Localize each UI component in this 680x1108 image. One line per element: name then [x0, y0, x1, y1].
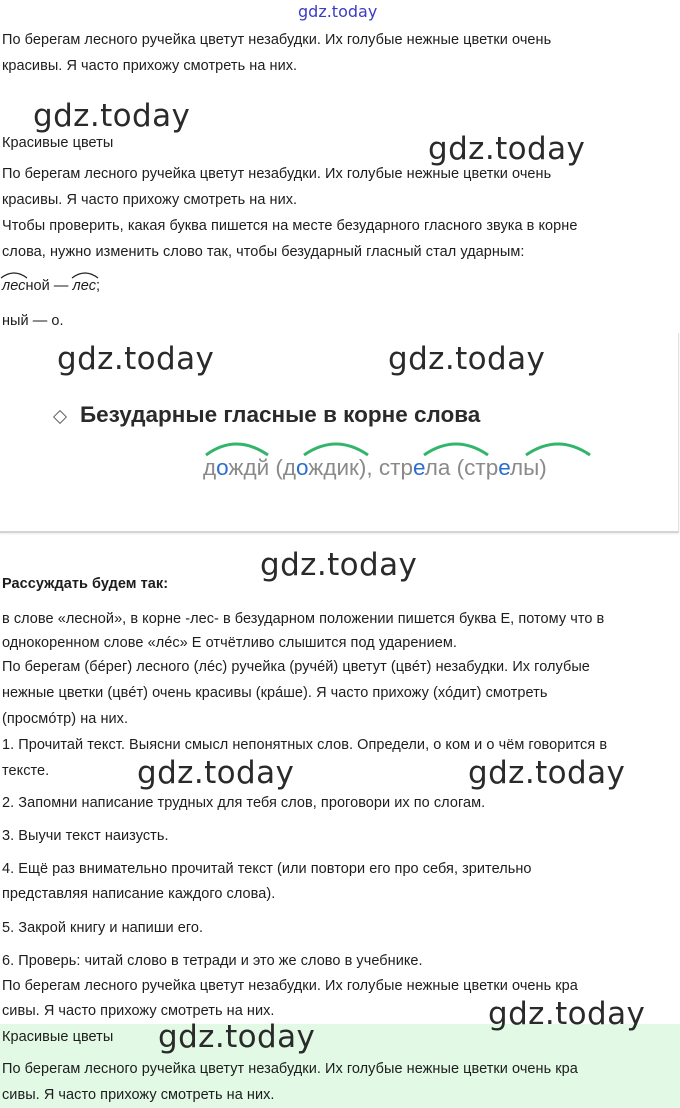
rule-title: Безударные гласные в корне слова — [80, 402, 481, 427]
text-line: Чтобы проверить, какая буква пишется на месте безударного гласного звука в корне — [2, 218, 578, 234]
text-line: (просмóтр) на них. — [2, 711, 129, 727]
example-line — [2, 278, 100, 294]
root-text: лес — [72, 278, 97, 294]
stress-arc-icon — [424, 444, 488, 455]
task-item: 4. Ещё раз внимательно прочитай текст (или повтори его про себя, зрительно — [2, 861, 532, 877]
root-arc-icon — [0, 269, 30, 279]
text-line: По берегам лесного ручейка цветут незабудки. Их голубые нежные цветки очень кра — [2, 1061, 578, 1077]
watermark: gdz.today — [57, 341, 215, 377]
rule-example: дождй (дождик), стрела (стрелы) — [203, 455, 547, 480]
task-item: 2. Запомни написание трудных для тебя слов, проговори их по слогам. — [2, 795, 486, 811]
task-item: 3. Выучи текст наизусть. — [2, 828, 169, 844]
text-line: красивы. Я часто прихожу смотреть на них. — [2, 58, 298, 74]
task-item: представляя написание каждого слова). — [2, 886, 276, 902]
watermark: gdz.today — [33, 98, 191, 134]
text-line: По берегам лесного ручейка цветут незабудки. Их голубые нежные цветки очень — [2, 32, 552, 48]
text-line: в слове «лесной», в корне -лес- в безударном положении пишется буква Е, потому что в — [2, 611, 605, 627]
diamond-icon — [53, 410, 67, 424]
watermark: gdz.today — [260, 547, 418, 583]
text-line: По берегам (бéрег) лесного (лéс) ручейка (ручéй) цветут (цвéт) незабудки. Их голубые — [2, 659, 590, 675]
text-line: сивы. Я часто прихожу смотреть на них. — [2, 1003, 275, 1019]
stress-arc-icon — [206, 444, 268, 455]
section-heading: Рассуждать будем так: — [2, 576, 169, 592]
stress-arcs — [200, 435, 630, 457]
task-item: 5. Закрой книгу и напиши его. — [2, 920, 204, 936]
stress-arc-icon — [304, 444, 368, 455]
text-line: сивы. Я часто прихожу смотреть на них. — [2, 1087, 275, 1103]
text-line: однокоренном слове «лéс» Е отчётливо слышится под ударением. — [2, 635, 457, 651]
watermark: gdz.today — [488, 996, 646, 1032]
text-line: По берегам лесного ручейка цветут незабудки. Их голубые нежные цветки очень — [2, 166, 552, 182]
ending-text: ; — [96, 278, 101, 294]
highlight-box — [0, 1024, 680, 1108]
watermark: gdz.today — [428, 131, 586, 167]
task-item: тексте. — [2, 763, 50, 779]
text-title: Красивые цветы — [2, 135, 114, 151]
root-mark — [73, 278, 96, 294]
root-text: лес — [2, 278, 26, 294]
watermark: gdz.today — [137, 755, 295, 791]
task-item: 1. Прочитай текст. Выясни смысл непонятных слов. Определи, о ком и о чём говорится в — [2, 737, 608, 753]
stress-arc-icon — [526, 444, 590, 455]
text-line: слова, нужно изменить слово так, чтобы безударный гласный стал ударным: — [2, 244, 525, 260]
text-line: красивы. Я часто прихожу смотреть на них. — [2, 192, 298, 208]
ending-text: ной — — [25, 278, 69, 294]
text-title: Красивые цветы — [2, 1029, 114, 1045]
watermark: gdz.today — [388, 341, 546, 377]
text-line: По берегам лесного ручейка цветут незабудки. Их голубые нежные цветки очень кра — [2, 978, 578, 994]
task-item: 6. Проверь: читай слово в тетради и это же слово в учебнике. — [2, 953, 423, 969]
rule-panel — [0, 333, 679, 533]
root-arc-icon — [71, 269, 101, 279]
root-mark — [2, 278, 25, 294]
header-watermark: gdz.today — [298, 2, 378, 21]
watermark: gdz.today — [468, 755, 626, 791]
watermark: gdz.today — [158, 1019, 316, 1055]
text-line: нежные цветки (цвéт) очень красивы (крáше). Я часто прихожу (хóдит) смотреть — [2, 685, 548, 701]
text-line: ный — о. — [2, 313, 64, 329]
